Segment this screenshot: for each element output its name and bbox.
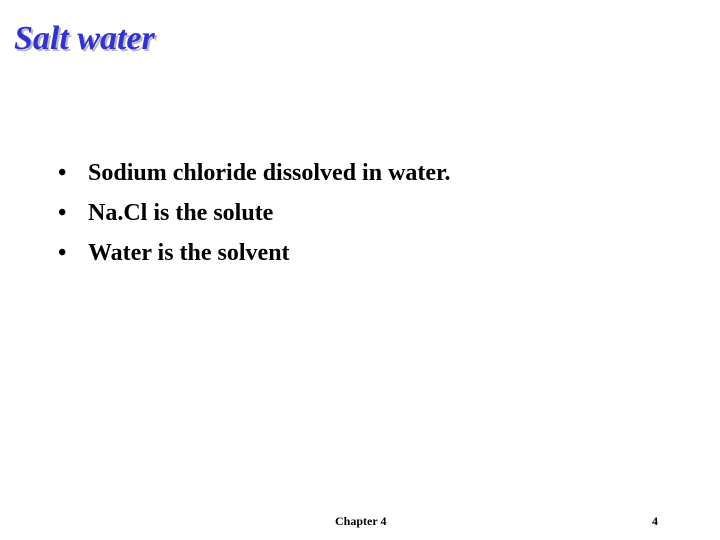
bullet-icon: • — [58, 160, 67, 186]
bullet-icon: • — [58, 240, 67, 266]
bullet-text: Water is the solvent — [88, 240, 290, 266]
bullet-item — [58, 200, 451, 240]
page-number: 4 — [652, 514, 658, 528]
bullet-text: Sodium chloride dissolved in water. — [88, 160, 451, 186]
bullet-text: Na.Cl is the solute — [88, 200, 274, 226]
bullet-list — [58, 160, 451, 280]
slide-title: Salt water — [14, 20, 155, 57]
footer-chapter: Chapter 4 — [335, 514, 387, 528]
bullet-icon: • — [58, 200, 67, 226]
bullet-item — [58, 160, 451, 200]
bullet-item — [58, 240, 451, 280]
